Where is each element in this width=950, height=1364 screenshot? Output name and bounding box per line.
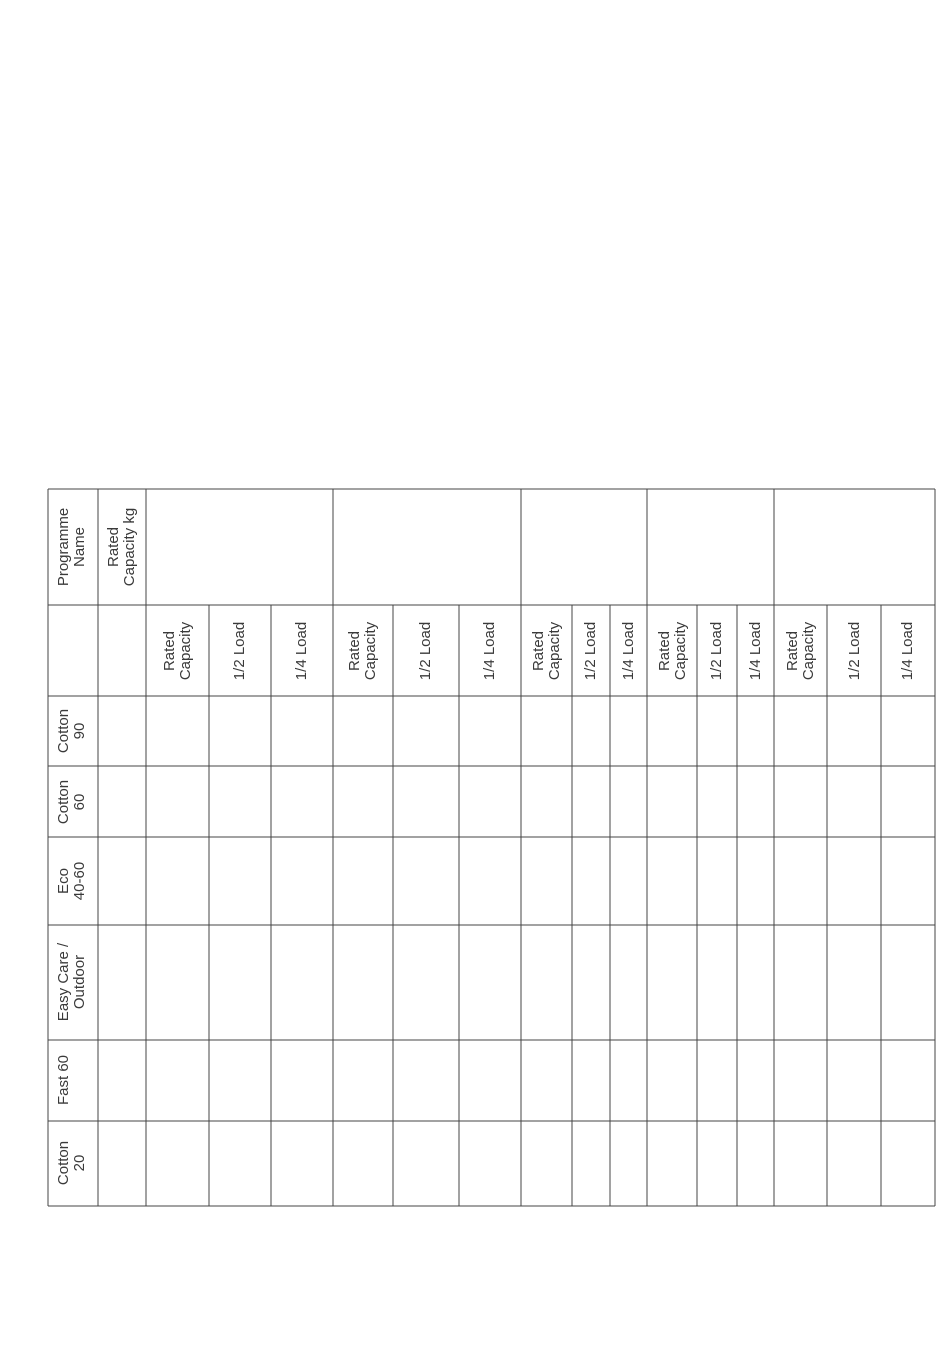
programme-label: Easy Care / Outdoor bbox=[55, 942, 88, 1022]
programme-label: Cotton 90 bbox=[55, 708, 88, 754]
rated-capacity-kg-header: Rated Capacity kg bbox=[105, 507, 138, 587]
subheader-half-load: 1/2 Load bbox=[417, 621, 434, 681]
subheader-half-load: 1/2 Load bbox=[846, 621, 863, 681]
subheader-quarter-load: 1/4 Load bbox=[481, 621, 498, 681]
subheader-rated-capacity: Rated Capacity bbox=[784, 621, 817, 681]
programme-label: Eco 40-60 bbox=[55, 861, 88, 901]
programme-name-header: Programme Name bbox=[55, 507, 88, 587]
subheader-rated-capacity: Rated Capacity bbox=[530, 621, 563, 681]
programme-label: Cotton 60 bbox=[55, 779, 88, 825]
subheader-half-load: 1/2 Load bbox=[708, 621, 725, 681]
subheader-quarter-load: 1/4 Load bbox=[899, 621, 916, 681]
subheader-quarter-load: 1/4 Load bbox=[293, 621, 310, 681]
programme-label: Fast 60 bbox=[55, 1054, 72, 1106]
subheader-rated-capacity: Rated Capacity bbox=[656, 621, 689, 681]
subheader-half-load: 1/2 Load bbox=[231, 621, 248, 681]
subheader-rated-capacity: Rated Capacity bbox=[346, 621, 379, 681]
subheader-rated-capacity: Rated Capacity bbox=[161, 621, 194, 681]
subheader-quarter-load: 1/4 Load bbox=[747, 621, 764, 681]
subheader-half-load: 1/2 Load bbox=[582, 621, 599, 681]
subheader-quarter-load: 1/4 Load bbox=[620, 621, 637, 681]
programme-label: Cotton 20 bbox=[55, 1140, 88, 1186]
